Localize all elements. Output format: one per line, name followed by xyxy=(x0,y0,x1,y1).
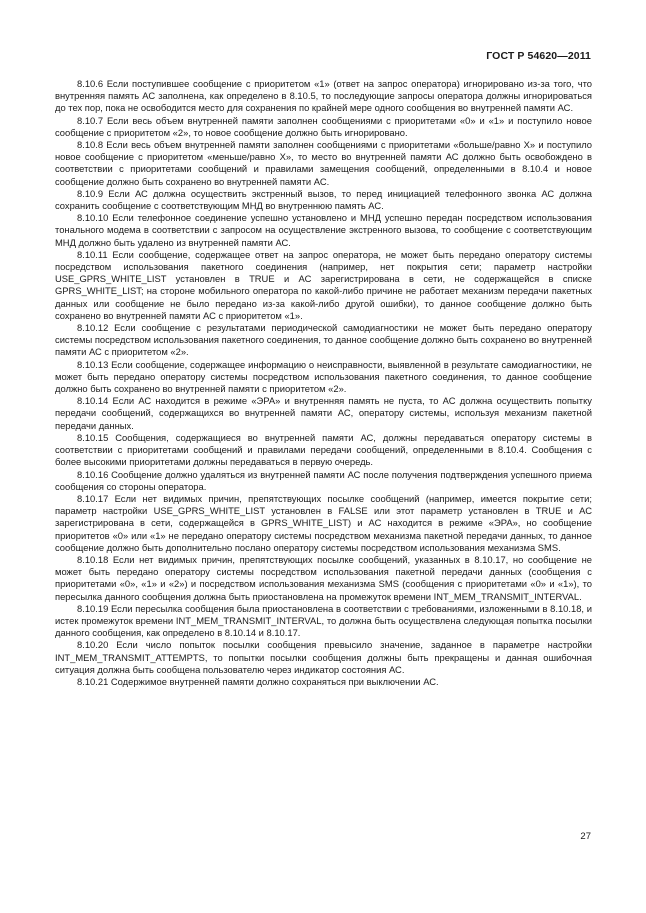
paragraph-8-10-6: 8.10.6 Если поступившее сообщение с приоритетом «1» (ответ на запрос оператора) игнорировано из-за того, что внутренняя память АС заполнена, как определено в 8.10.5, то последующие запросы оператора должны игнорироваться до тех пор, пока не освободится место для сохранения по крайней мере одного сообщения во внутренней памяти АС. xyxy=(55,78,592,114)
paragraph-8-10-20: 8.10.20 Если число попыток посылки сообщения превысило значение, заданное в параметре настройки INT_MEM_TRANSMIT_ATTEMPTS, то попытки посылки сообщения должны быть прекращены и данная ошибочная ситуация должна быть сообщена пользователю через индикатор состояния АС. xyxy=(55,639,592,675)
paragraph-8-10-9: 8.10.9 Если АС должна осуществить экстренный вызов, то перед инициацией телефонного звонка АС должна сохранить сообщение с соответствующим МНД во внутреннюю память АС. xyxy=(55,187,592,212)
paragraph-8-10-8: 8.10.8 Если весь объем внутренней памяти заполнен сообщениями с приоритетами «больше/равно X» и поступило новое сообщение с приоритетом «меньше/равно X», то место во внутренней памяти АС должно быть освобождено в соответствии с приоритетами сообщений и правилами замещения сообщений, определенными в 8.10.4 и новое сообщение должно быть сохранено во внутренней памяти АС. xyxy=(55,139,592,187)
paragraph-8-10-7: 8.10.7 Если весь объем внутренней памяти заполнен сообщениями с приоритетами «0» и «1» и поступило новое сообщение с приоритетом «2», то новое сообщение должно быть игнорировано. xyxy=(55,114,592,138)
paragraph-8-10-21: 8.10.21 Содержимое внутренней памяти должно сохраняться при выключении АС. xyxy=(77,675,439,687)
paragraph-8-10-13: 8.10.13 Если сообщение, содержащее информацию о неисправности, выявленной в результате самодиагностики, не может быть передано оператору системы посредством использования пакетного соединения, то данное сообщение должно быть сохранено во внутренней памяти с приоритетом «2». xyxy=(55,358,592,395)
document-header-code: ГОСТ Р 54620—2011 xyxy=(486,50,591,62)
paragraph-8-10-17: 8.10.17 Если нет видимых причин, препятствующих посылке сообщений (например, имеется покрытие сети; параметр настройки USE_GPRS_WHITE_LIST установлен в FALSE или этот параметр установлен в TRUE и АС зарегистрирована в сети, содержащейся в GPRS_WHITE_LIST) и АС находится в режиме «ЭРА», но сообщение приоритетов «0» или «1» не передано оператору системы посредством механизма пакетной передачи данных, то данное сообщение должно быть дополнительно послано оператору системы посредством использования механизма SMS. xyxy=(55,492,592,553)
document-body xyxy=(55,78,592,688)
paragraph-8-10-14: 8.10.14 Если АС находится в режиме «ЭРА» и внутренняя память не пуста, то АС должна осуществить попытку передачи сообщений, содержащихся во внутренней памяти АС, оператору системы, используя механизм пакетной передачи данных. xyxy=(55,395,592,431)
paragraph-8-10-10: 8.10.10 Если телефонное соединение успешно установлено и МНД успешно передан посредством использования тонального модема в соответствии с запросом на осуществление экстренного вызова, то сообщение с соответствующим МНД должно быть удалено из внутренней памяти АС. xyxy=(55,212,592,248)
paragraph-8-10-16: 8.10.16 Сообщение должно удаляться из внутренней памяти АС после получения подтверждения успешного приема сообщения со стороны оператора. xyxy=(55,468,592,492)
paragraph-8-10-19: 8.10.19 Если пересылка сообщения была приостановлена в соответствии с требованиями, изложенными в 8.10.18, и истек промежуток времени INT_MEM_TRANSMIT_INTERVAL, то должна быть осуществлена следующая попытка посылки данного сообщения, как определено в 8.10.14 и 8.10.17. xyxy=(55,602,592,639)
paragraph-8-10-12: 8.10.12 Если сообщение с результатами периодической самодиагностики не может быть передано оператору системы посредством использования пакетного соединения, то данное сообщение должно быть сохранено во внутренней памяти АС с приоритетом «2». xyxy=(55,322,592,358)
paragraph-8-10-15: 8.10.15 Сообщения, содержащиеся во внутренней памяти АС, должны передаваться оператору системы в соответствии с приоритетами сообщений и правилами передачи сообщений, определенными в 8.10.4. Сообщения с более высокими приоритетами должны передаваться в первую очередь. xyxy=(55,431,592,468)
page-number: 27 xyxy=(580,831,591,842)
paragraph-8-10-11: 8.10.11 Если сообщение, содержащее ответ на запрос оператора, не может быть передано оператору системы посредством использования пакетного соединения (например, нет покрытия сети; параметр настройки USE_GPRS_WHITE_LIST установлен в TRUE и АС зарегистрирована в сети, не содержащейся в списке GPRS_WHITE_LIST; на стороне мобильного оператора по какой-либо причине не работает механизм передачи пакетных данных или сообщение не было передано из-за какой-либо другой ошибки), то данное сообщение должно быть сохранено во внутренней памяти АС с приоритетом «1». xyxy=(55,248,592,321)
paragraph-8-10-18: 8.10.18 Если нет видимых причин, препятствующих посылке сообщений, указанных в 8.10.17, но сообщение не может быть передано оператору системы посредством использования пакетной передачи данных (сообщения с приоритетами «0», «1» и «2») и посредством использования механизма SMS (сообщения с приоритетами «0» и «1»), то пересылка данного сообщения должна быть приостановлена на промежуток времени INT_MEM_TRANSMIT_INTERVAL. xyxy=(55,553,592,602)
